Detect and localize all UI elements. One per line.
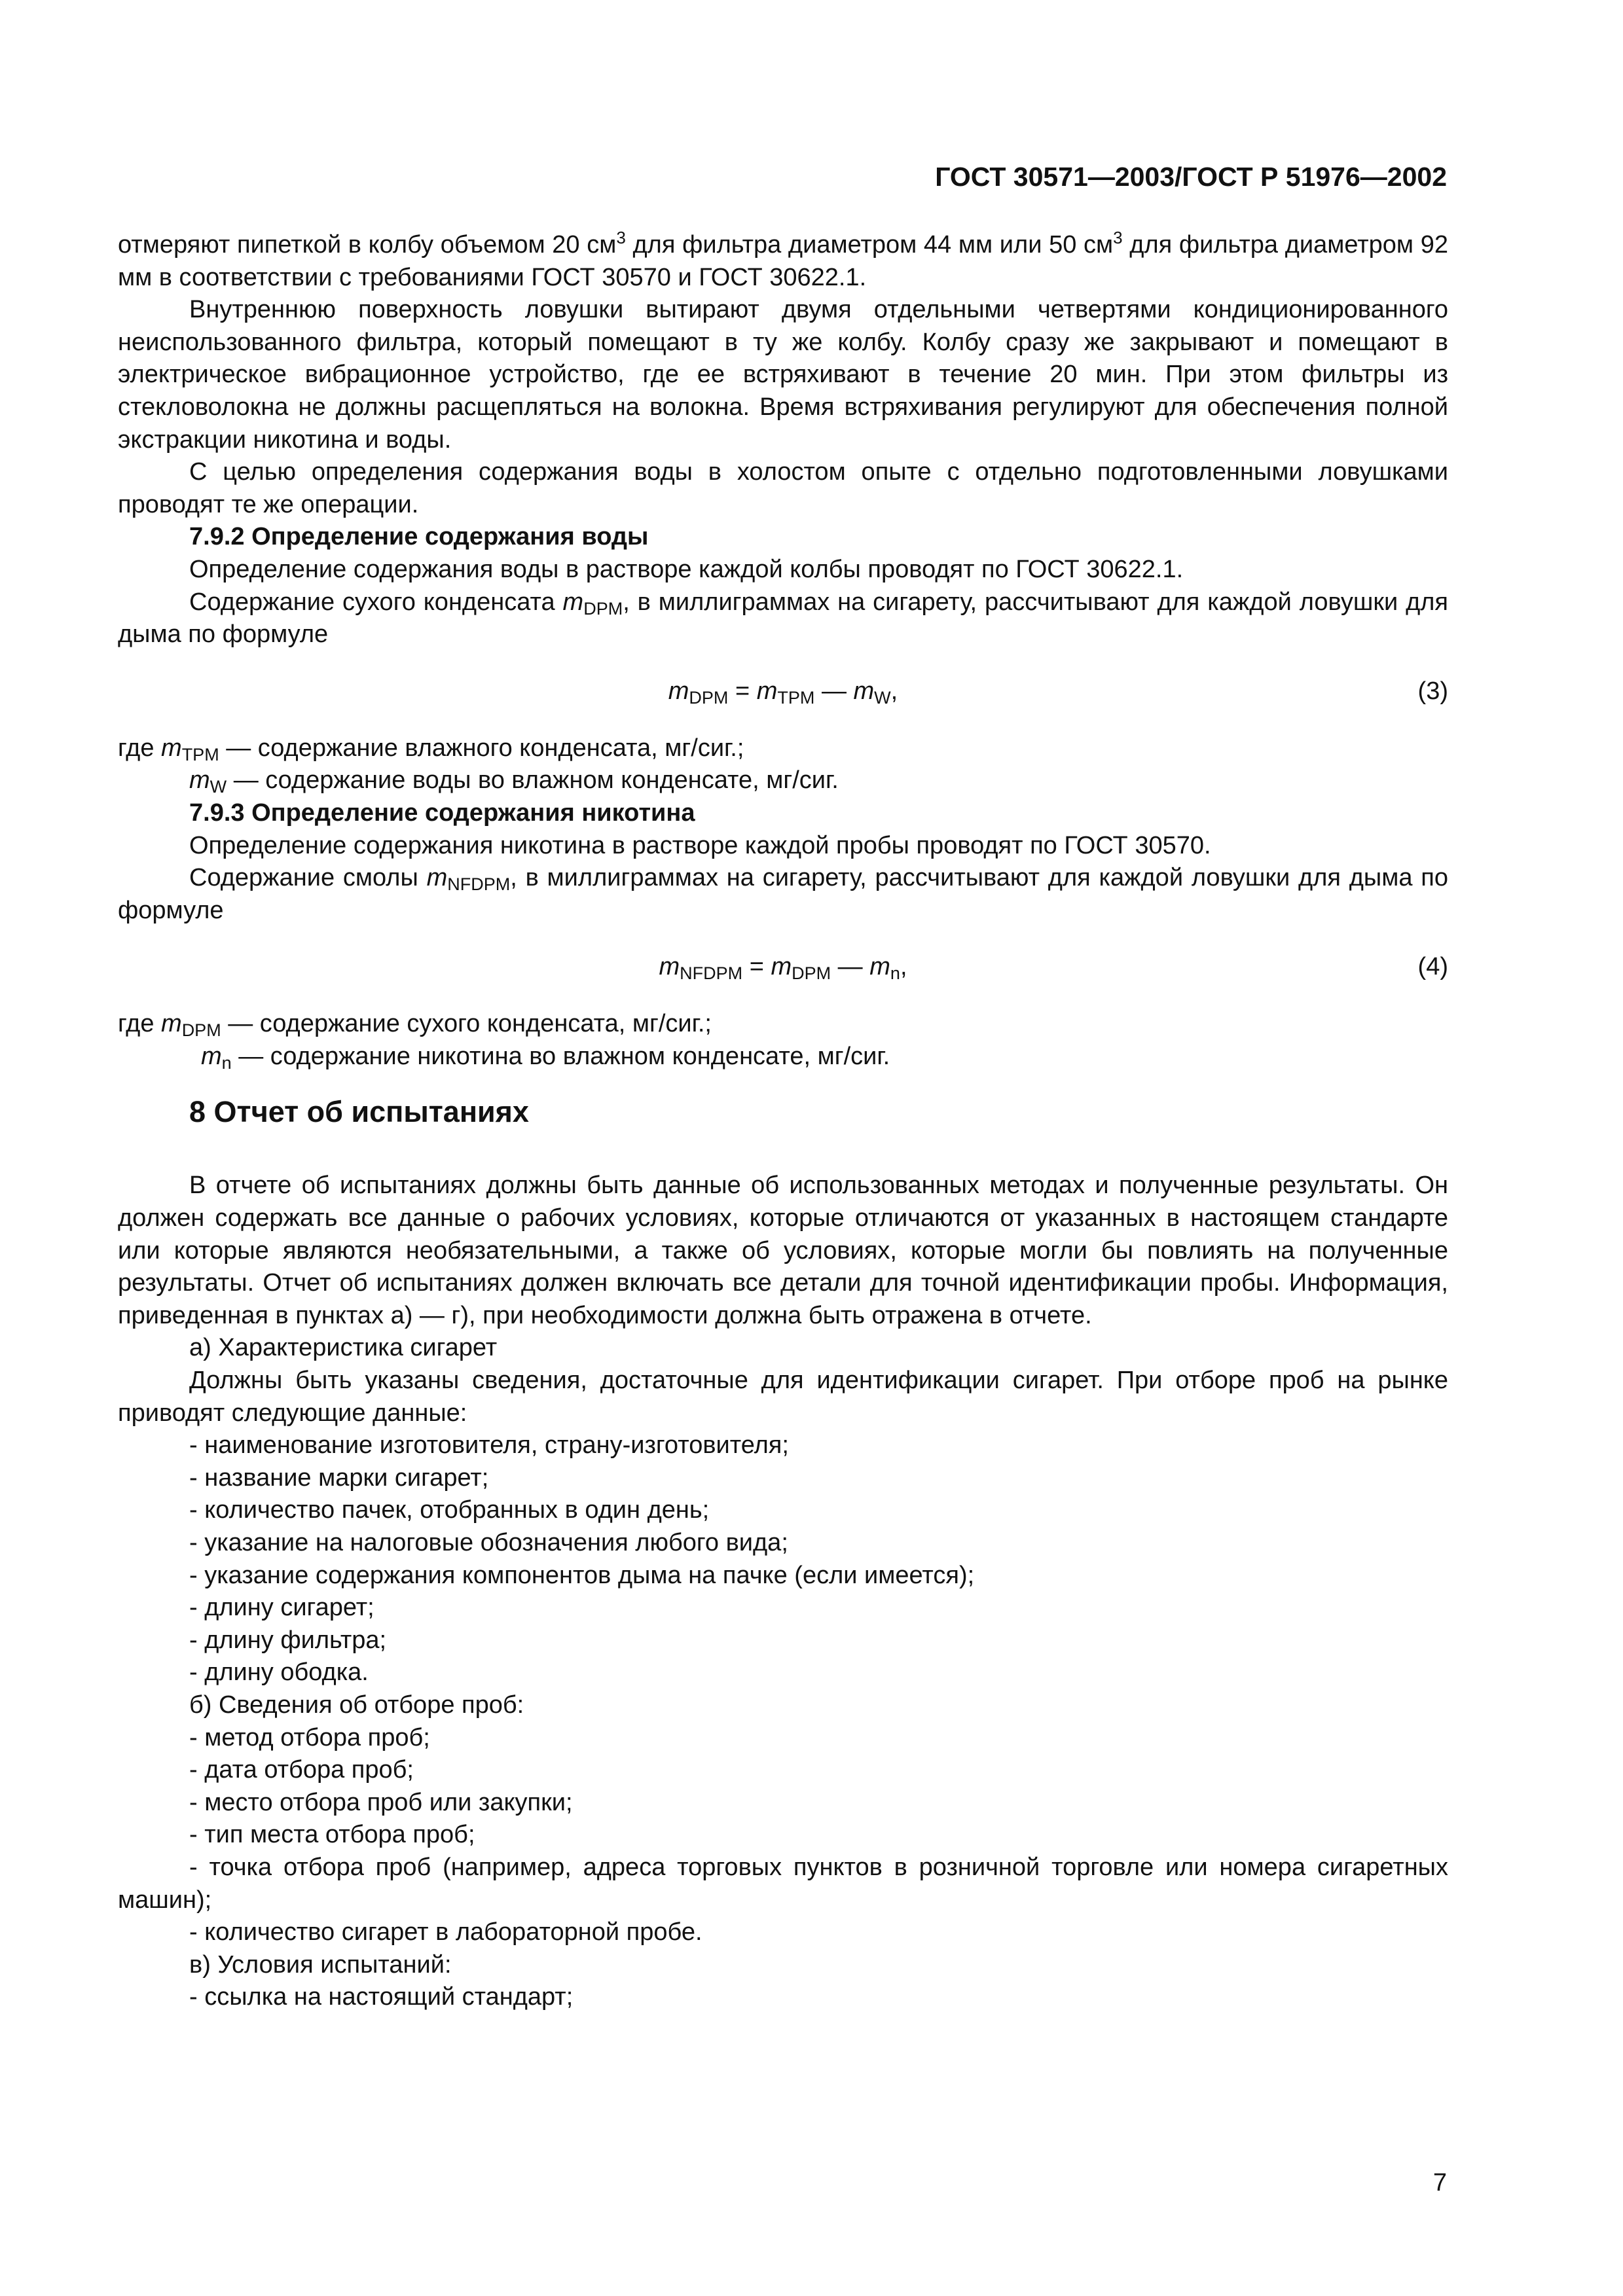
heading-7-9-2: 7.9.2 Определение содержания воды [189, 523, 649, 551]
list-item: - дата отбора проб; [189, 1756, 414, 1784]
item-a-text: Должны быть указаны сведения, достаточные для идентификации сигарет. При отборе проб на рынке приводят следующие данные: [118, 1367, 1448, 1427]
list-item: - наименование изготовителя, страну-изготовителя; [189, 1431, 789, 1460]
document-header: ГОСТ 30571—2003/ГОСТ Р 51976—2002 [935, 162, 1447, 192]
where-3-line-1: где $m_{TPM}$ — содержание влажного конденсата, мг/сиг.; [118, 734, 744, 764]
page-number: 7 [1432, 2169, 1447, 2197]
where-4-line-2: $m_n$ — содержание никотина во влажном конденсате, мг/сиг. [201, 1042, 890, 1073]
item-c-title: в) Условия испытаний: [189, 1950, 452, 1979]
paragraph-sample-volume: отмеряют пипеткой в колбу объемом 20 $см^3$ для фильтра диаметром 44 мм или 50 $см^3$ для фильтра диаметром 92 мм в соответствии с требованиями ГОСТ 30570 и ГОСТ 30622.1. [118, 228, 1448, 291]
list-item: - указание на налоговые обозначения любого вида; [189, 1529, 788, 1556]
heading-7-9-3: 7.9.3 Определение содержания никотина [189, 798, 695, 827]
paragraph-trap-wiping: Внутреннюю поверхность ловушки вытирают двумя отдельными четвертями кондиционированного неиспользованного фильтра, который помещают в ту же колбу. Колбу сразу же закрывают и помещают в электрическое вибрационное устройство, где ее встряхивают в течение 20 мин. При этом фильтры из стекловолокна не должны расщепляться на волокна. Время встряхивания регулируют для обеспечения полной экстракции никотина и воды. [118, 296, 1448, 454]
paragraph-tar-content: Содержание смолы $m_{NFDPM}$, в миллиграммах на сигарету, рассчитывают для каждой ловушки для дыма по формуле [118, 864, 1448, 924]
formula-3-number: (3) [1417, 677, 1448, 705]
section-8-intro: В отчете об испытаниях должны быть данные об использованных методах и полученные результаты. Он должен содержать все данные о рабочих условиях, которые отличаются от указанных в настоящем стандарте или которые являются необязательными, а также об условиях, которые могли бы повлиять на полученные результаты. Отчет об испытаниях должен включать все детали для точной идентификации пробы. Информация, приведенная в пунктах а) — г), при необходимости должна быть отражена в отчете. [118, 1172, 1448, 1329]
paragraph-nicotine-method: Определение содержания никотина в растворе каждой пробы проводят по ГОСТ 30570. [189, 831, 1211, 859]
formula-4-number: (4) [1417, 953, 1448, 981]
list-item: - длину фильтра; [189, 1626, 387, 1654]
formula-4 [118, 927, 1448, 1008]
list-item: - место отбора проб или закупки; [189, 1788, 573, 1816]
list-item: - тип места отбора проб; [189, 1821, 475, 1849]
where-3-line-2: $m_W$ — содержание воды во влажном конденсате, мг/сиг. [189, 766, 839, 797]
formula-3-expression: $m_{DPM} = m_{TPM}$ — $m_W$, [668, 677, 898, 708]
where-4-line-1: где $m_{DPM}$ — содержание сухого конденсата, мг/сиг.; [118, 1010, 712, 1041]
list-item: - количество сигарет в лабораторной пробе. [189, 1918, 702, 1946]
item-b-title: б) Сведения об отборе проб: [189, 1691, 524, 1719]
formula-4-expression: $m_{NFDPM} = m_{DPM}$ — $m_n$, [659, 953, 907, 984]
section-8-heading: 8 Отчет об испытаниях [189, 1095, 529, 1129]
paragraph-dry-condensate: Содержание сухого конденсата $m_{DPM}$, в миллиграммах на сигарету, рассчитывают для каждой ловушки для дыма по формуле [118, 588, 1449, 649]
paragraph-water-method: Определение содержания воды в растворе каждой колбы проводят по ГОСТ 30622.1. [189, 555, 1184, 583]
item-a-title: а) Характеристика сигарет [189, 1334, 498, 1362]
document-body [118, 229, 1448, 2014]
list-item: - название марки сигарет; [189, 1463, 489, 1492]
list-item: - указание содержания компонентов дыма на пачке (если имеется); [189, 1561, 975, 1589]
list-item: - количество пачек, отобранных в один день; [189, 1496, 710, 1524]
formula-3 [118, 651, 1448, 732]
list-item: - длину сигарет; [189, 1594, 374, 1622]
list-item: - ссылка на настоящий стандарт; [189, 1983, 574, 2011]
paragraph-blank-test: С целью определения содержания воды в холостом опыте с отдельно подготовленными ловушками проводят те же операции. [118, 458, 1448, 518]
list-item: - длину ободка. [189, 1659, 369, 1687]
list-item: - метод отбора проб; [189, 1723, 430, 1751]
list-item-long: - точка отбора проб (например, адреса торговых пунктов в розничной торговле или номера сигаретных машин); [118, 1853, 1448, 1914]
